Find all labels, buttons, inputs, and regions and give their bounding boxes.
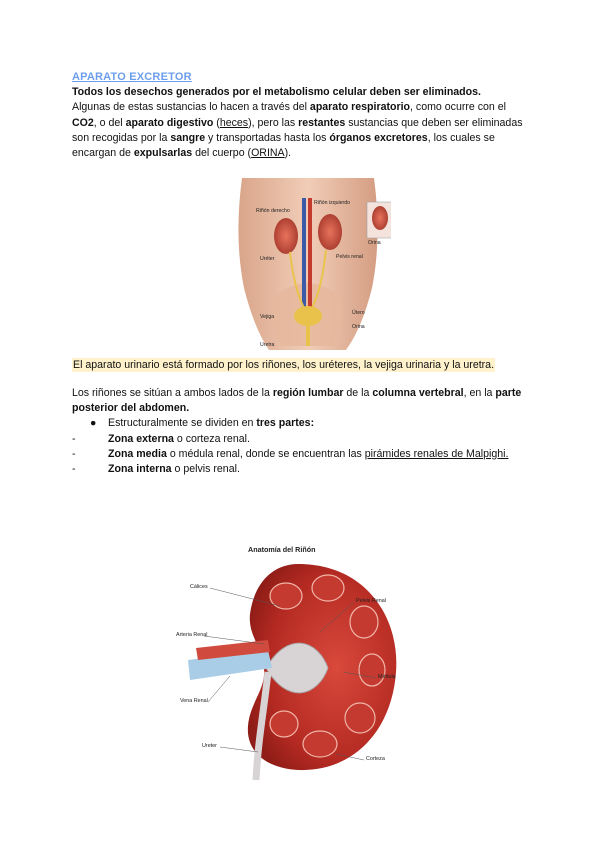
intro-paragraph: Algunas de estas sustancias lo hacen a través del aparato respiratorio, como ocurre con el CO2, o del aparato digestivo (heces), pero las restantes sustancias que deben ser eliminadas son recogidas por la sangre y transportadas hasta los órganos excretores, los cuales se encargan de expulsarlas del cuerpo (ORINA).: [72, 101, 523, 160]
label-pelvis-renal: Pelvis renal: [336, 254, 363, 260]
kidney-parts-list: [72, 416, 528, 477]
label-ureter: Ureter: [202, 743, 217, 749]
dash-marker: -: [72, 463, 76, 476]
label-medula: Médula: [378, 674, 396, 680]
bullet-marker: ●: [90, 417, 97, 430]
document-page: [72, 70, 528, 161]
label-ureter: Uréter: [260, 256, 275, 262]
label-vejiga: Vejiga: [260, 314, 275, 320]
kidney-anatomy-figure: [168, 540, 408, 780]
urinary-system-figure: [224, 178, 391, 350]
label-utero: Útero: [352, 310, 365, 316]
label-rinon-izquierdo: Riñón izquierdo: [314, 200, 351, 206]
kidney-paragraph: Los riñones se sitúan a ambos lados de la región lumbar de la columna vertebral, en la parte posterior del abdomen.: [72, 387, 522, 415]
list-item: - Zona externa o corteza renal.: [72, 432, 528, 447]
label-corteza: Corteza: [366, 756, 385, 762]
list-item: ● Estructuralmente se dividen en tres partes:: [72, 416, 528, 431]
dash-marker: -: [72, 447, 76, 460]
label-calices: Cálices: [190, 584, 208, 590]
list-item: - Zona interna o pelvis renal.: [72, 462, 528, 477]
list-item: - Zona media o médula renal, donde se encuentran las pirámides renales de Malpighi.: [72, 447, 528, 462]
label-inset-orina: Orina: [368, 240, 381, 246]
section-heading: APARATO EXCRETOR: [72, 71, 192, 83]
label-pelvis-renal: Pelvis Renal: [356, 598, 386, 604]
highlighted-sentence: El aparato urinario está formado por los riñones, los uréteres, la vejiga urinaria y la uretra.: [73, 359, 495, 371]
kidney-section: [72, 386, 528, 477]
label-arteria-renal: Arteria Renal: [176, 632, 208, 638]
intro-bold-sentence: Todos los desechos generados por el metabolismo celular deben ser eliminados.: [72, 86, 481, 99]
label-orina: Orina: [352, 324, 365, 330]
figure-title: Anatomía del Riñón: [248, 545, 316, 554]
label-rinon-derecho: Riñón derecho: [256, 208, 290, 214]
label-uretra: Uretra: [260, 342, 275, 348]
dash-marker: -: [72, 432, 76, 445]
label-vena-renal: Vena Renal: [180, 698, 208, 704]
